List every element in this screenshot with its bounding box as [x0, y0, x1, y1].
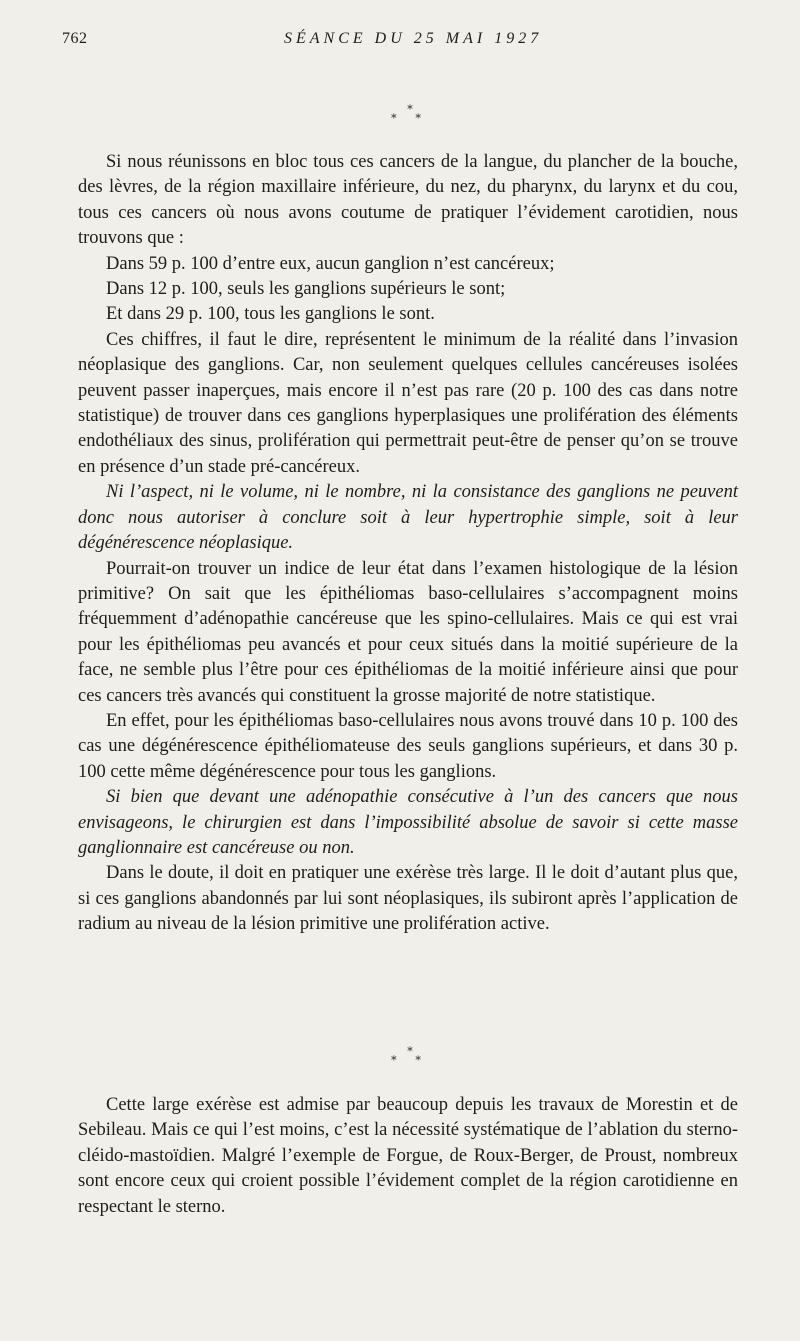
paragraph: Dans le doute, il doit en pratiquer une exérèse très large. Il le doit d’autant plus que, si ces ganglions abandonnés par lui sont néoplasiques, ils subiront après l’application de radium au niveau de la lésion primitive une prolifération active. [78, 863, 738, 935]
paragraph: Cette large exérèse est admise par beaucoup depuis les travaux de Morestin et de Sebileau. Mais ce qui l’est moins, c’est la nécessité systématique de l’ablation du sterno-cléido-mastoïdien. Malgré l’exemple de Forgue, de Roux-Berger, de Proust, nombreux sont encore ceux qui croient possible l’évidement complet de la région carotidienne en respectant le sterno. [78, 1095, 738, 1217]
page-number: 762 [62, 30, 88, 47]
italic-paragraph: Si bien que devant une adénopathie consécutive à l’un des cancers que nous envisageons, le chirurgien est dans l’impossibilité absolue de savoir si cette masse ganglionnaire est cancéreuse ou non. [78, 787, 738, 858]
paragraph: Et dans 29 p. 100, tous les ganglions le sont. [106, 304, 435, 325]
separator-star: ⁎ [407, 1042, 413, 1054]
section-separator [380, 102, 440, 120]
paragraph: Pourrait-on trouver un indice de leur état dans l’examen histologique de la lésion primitive? On sait que les épithéliomas baso-cellulaires s’accompagnent moins fréquemment d’adénopathie cancéreuse que les spino-cellulaires. Mais ce qui est vrai pour les épithéliomas peu avancés et pour ceux situés dans la moitié supérieure de la face, ne semble plus l’être pour ces épithéliomas de la moitié inférieure ainsi que pour ces cancers très avancés qui constituent la grosse majorité de notre statistique. [78, 558, 738, 706]
italic-paragraph: Ni l’aspect, ni le volume, ni le nombre, ni la consistance des ganglions ne peuvent donc nous autoriser à conclure soit à leur hypertrophie simple, soit à leur dégénérescence néoplasique. [78, 482, 738, 554]
separator-star-pair: ⁎ ⁎ [391, 1051, 429, 1063]
paragraph: Dans 59 p. 100 d’entre eux, aucun ganglion n’est cancéreux; [106, 253, 555, 274]
section-separator [380, 1044, 440, 1062]
body-section-2 [78, 1093, 738, 1220]
running-head: SÉANCE DU 25 MAI 1927 [284, 30, 543, 47]
body-section-1 [78, 150, 738, 938]
paragraph: Dans 12 p. 100, seuls les ganglions supérieurs le sont; [106, 279, 506, 300]
separator-star-pair: ⁎ ⁎ [391, 109, 429, 121]
paragraph: Ces chiffres, il faut le dire, représentent le minimum de la réalité dans l’invasion néoplasique des ganglions. Car, non seulement quelques cellules cancéreuses isolées peuvent passer inaperçues, mais encore il n’est pas rare (20 p. 100 des cas dans notre statistique) de trouver dans ces ganglions hyperplasiques une prolifération des éléments endothéliaux des sinus, prolifération qui permettrait peut-être de penser qu’on se trouve en présence d’un stade pré-cancéreux. [78, 329, 738, 477]
separator-star: ⁎ [407, 100, 413, 112]
paragraph: Si nous réunissons en bloc tous ces cancers de la langue, du plancher de la bouche, des lèvres, de la région maxillaire inférieure, du nez, du pharynx, du larynx et du cou, tous ces cancers où nous avons coutume de pratiquer l’évidement carotidien, nous trouvons que : [78, 152, 738, 249]
paragraph: En effet, pour les épithéliomas baso-cellulaires nous avons trouvé dans 10 p. 100 des cas une dégénérescence épithéliomateuse des seuls ganglions supérieurs, et dans 30 p. 100 cette même dégénérescence pour tous les ganglions. [78, 710, 738, 782]
page-header [62, 30, 722, 54]
